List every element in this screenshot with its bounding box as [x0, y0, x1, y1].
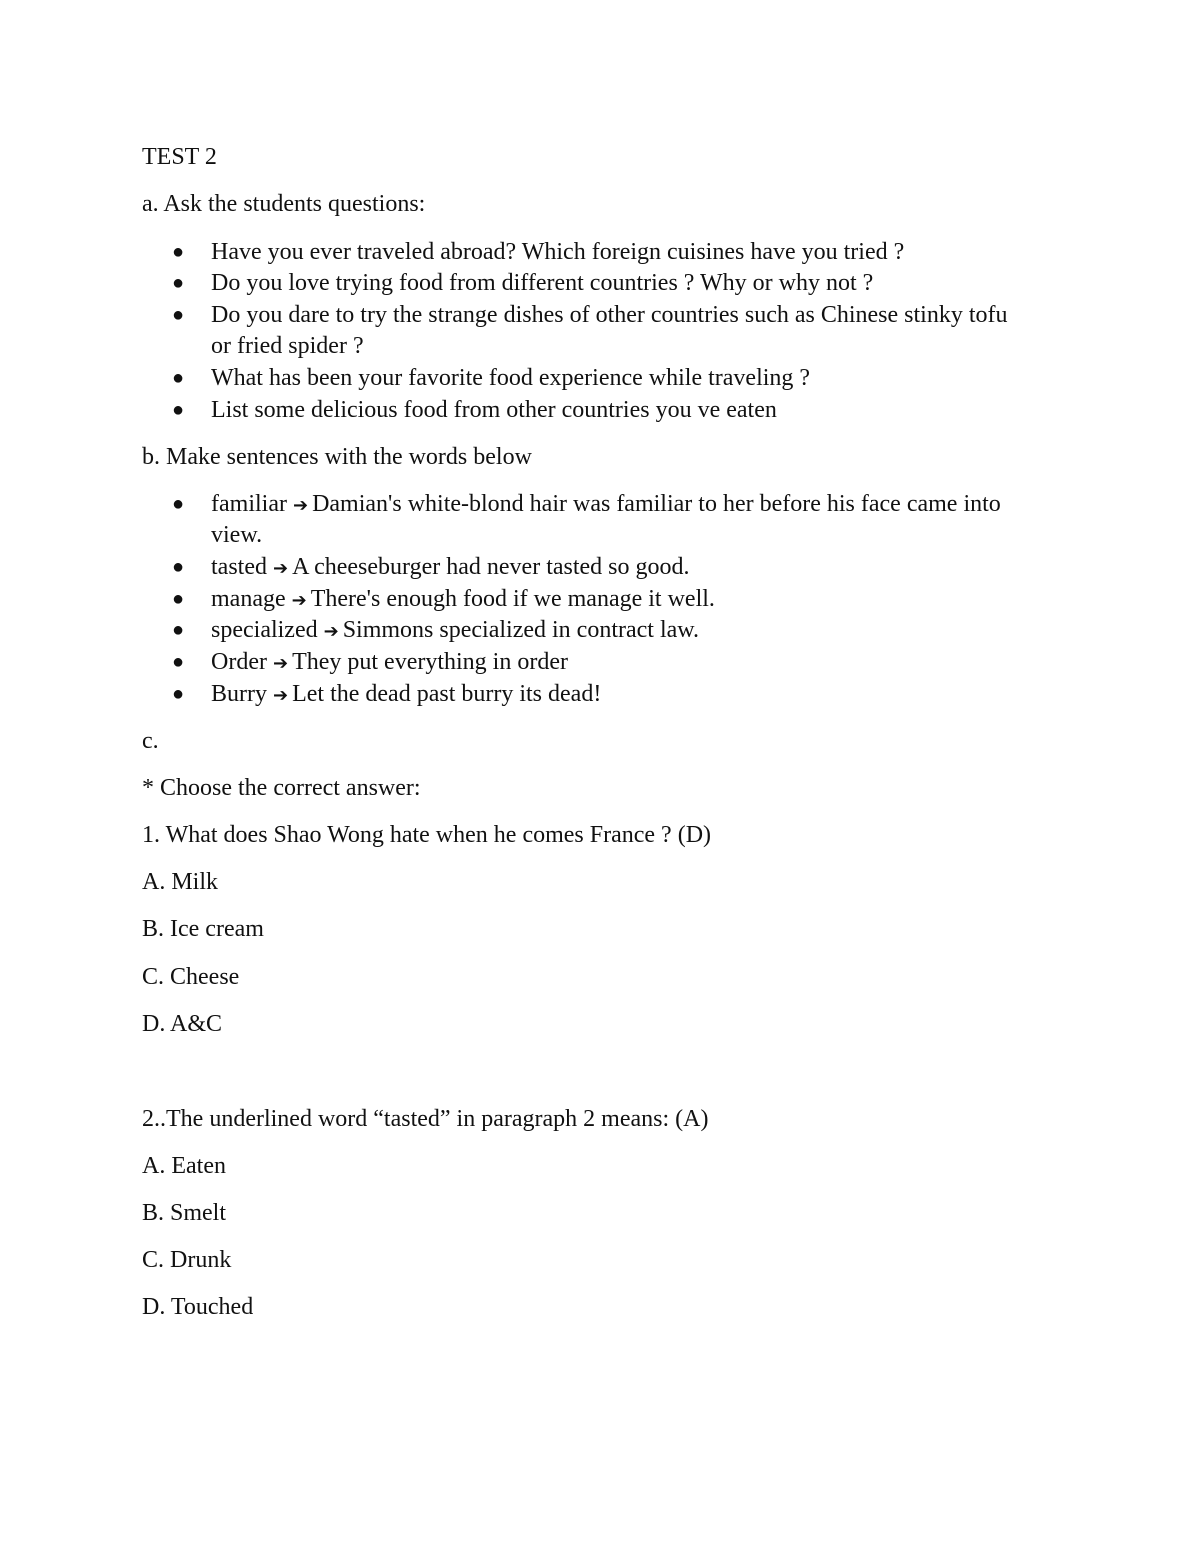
answer-option: D. A&C	[142, 1011, 223, 1037]
vocab-word: Order	[211, 649, 267, 675]
vocab-item	[211, 648, 568, 678]
question-item: Do you dare to try the strange dishes of other countries such as Chinese stinky tofu	[211, 302, 1008, 328]
arrow-right-icon: ➔	[273, 685, 289, 706]
vocab-word: Burry	[211, 681, 267, 707]
bullet-icon: ●	[172, 556, 185, 578]
bullet-icon: ●	[172, 241, 185, 263]
vocab-item	[211, 553, 690, 583]
vocab-sentence: They put everything in order	[292, 649, 568, 675]
arrow-right-icon: ➔	[272, 653, 289, 674]
section-b-heading: b. Make sentences with the words below	[142, 444, 532, 470]
document-title: TEST 2	[142, 144, 217, 170]
answer-option: A. Milk	[142, 869, 219, 895]
question-item: List some delicious food from other countries you ve eaten	[211, 397, 777, 423]
vocab-word: manage	[211, 586, 286, 612]
bullet-icon: ●	[172, 493, 185, 515]
section-c-instruction: * Choose the correct answer:	[142, 775, 421, 801]
bullet-icon: ●	[172, 367, 185, 389]
answer-option: B. Smelt	[142, 1200, 227, 1226]
answer-option: A. Eaten	[142, 1153, 226, 1179]
bullet-icon: ●	[172, 588, 185, 610]
vocab-word: familiar	[211, 491, 287, 517]
bullet-icon: ●	[172, 399, 185, 421]
vocab-sentence: Damian's white-blond hair was familiar to her before his face came into	[312, 491, 1001, 517]
section-a-heading: a. Ask the students questions:	[142, 191, 426, 217]
vocab-word: specialized	[211, 617, 318, 643]
bullet-icon: ●	[172, 272, 185, 294]
bullet-icon: ●	[172, 683, 185, 705]
bullet-icon: ●	[172, 304, 185, 326]
vocab-word: tasted	[211, 554, 267, 580]
answer-option: D. Touched	[142, 1294, 254, 1320]
answer-option: C. Drunk	[142, 1247, 232, 1273]
section-c-heading: c.	[142, 728, 159, 754]
vocab-item	[211, 616, 699, 646]
arrow-right-icon: ➔	[272, 558, 289, 579]
answer-option: B. Ice cream	[142, 916, 264, 942]
arrow-right-icon: ➔	[323, 621, 339, 642]
vocab-item-continuation: view.	[211, 522, 263, 548]
question-item: Have you ever traveled abroad? Which foreign cuisines have you tried ?	[211, 239, 905, 265]
bullet-icon: ●	[172, 651, 185, 673]
vocab-item	[211, 490, 1001, 520]
answer-option: C. Cheese	[142, 964, 240, 990]
question-item: Do you love trying food from different countries ? Why or why not ?	[211, 270, 874, 296]
arrow-right-icon: ➔	[292, 495, 309, 516]
vocab-item	[211, 585, 715, 615]
arrow-right-icon: ➔	[291, 590, 307, 611]
vocab-sentence: A cheeseburger had never tasted so good.	[292, 554, 690, 580]
vocab-sentence: Simmons specialized in contract law.	[342, 617, 700, 643]
question-item-continuation: or fried spider ?	[211, 333, 364, 359]
vocab-sentence: There's enough food if we manage it well.	[310, 586, 715, 612]
question-text: 1. What does Shao Wong hate when he comes France ? (D)	[142, 822, 712, 848]
bullet-icon: ●	[172, 619, 185, 641]
vocab-item	[211, 680, 601, 710]
question-item: What has been your favorite food experience while traveling ?	[211, 365, 811, 391]
vocab-sentence: Let the dead past burry its dead!	[292, 681, 602, 707]
question-text: 2..The underlined word “tasted” in paragraph 2 means: (A)	[142, 1106, 709, 1132]
